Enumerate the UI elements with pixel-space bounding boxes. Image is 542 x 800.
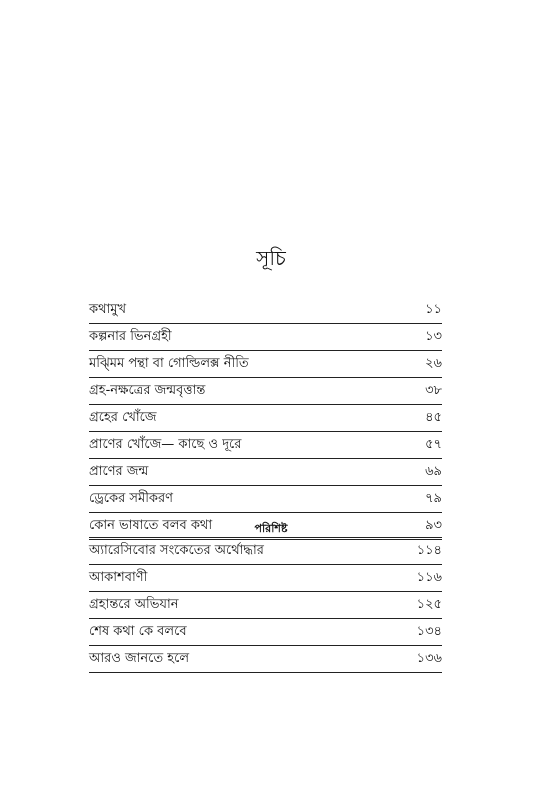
toc-entry-page: ৪৫ <box>425 410 442 425</box>
toc-row[interactable] <box>89 405 442 432</box>
toc-entry-label: গ্রহ-নক্ষত্রের জন্মবৃত্তান্ত <box>89 383 206 398</box>
toc-entry-label: আকাশবাণী <box>89 570 148 585</box>
appendix-list <box>0 537 542 673</box>
toc-entry-label: কথামুখ <box>89 302 127 317</box>
toc-entry-page: ১৩ <box>425 329 442 344</box>
toc-row[interactable] <box>89 646 442 673</box>
toc-entry-label: মঝ্মিম পন্থা বা গোল্ডিলক্স নীতি <box>89 356 249 371</box>
toc-entry-page: ৩৮ <box>425 383 442 398</box>
toc-entry-page: ১৩৪ <box>416 624 442 639</box>
toc-entry-label: শেষ কথা কে বলবে <box>89 624 187 639</box>
toc-row[interactable] <box>89 565 442 592</box>
toc-row[interactable] <box>89 459 442 486</box>
toc-entry-page: ১১৬ <box>416 570 442 585</box>
toc-entry-label: প্রাণের জন্ম <box>89 464 149 479</box>
appendix-heading: পরিশিষ্ট <box>254 522 288 535</box>
toc-row[interactable] <box>89 432 442 459</box>
toc-entry-page: ৫৭ <box>425 437 442 452</box>
toc-entry-label: আরও জানতে হলে <box>89 651 190 666</box>
toc-row[interactable] <box>89 351 442 378</box>
table-of-contents <box>0 297 542 540</box>
toc-entry-page: ৬৯ <box>425 464 442 479</box>
toc-entry-label: ড্রেকের সমীকরণ <box>89 491 174 506</box>
toc-entry-label: অ্যারেসিবোর সংকেতের অর্থোদ্ধার <box>89 543 264 558</box>
toc-row[interactable] <box>89 297 442 324</box>
toc-row[interactable] <box>89 619 442 646</box>
toc-entry-page: ১৩৬ <box>416 651 442 666</box>
page-title: সূচি <box>256 246 286 270</box>
toc-entry-page: ২৬ <box>425 356 442 371</box>
toc-row[interactable] <box>89 378 442 405</box>
toc-entry-label: প্রাণের খোঁজে— কাছে ও দূরে <box>89 437 242 452</box>
toc-entry-page: ৯৩ <box>425 518 442 533</box>
toc-entry-label: গ্রহের খোঁজে <box>89 410 157 425</box>
toc-row[interactable] <box>89 324 442 351</box>
toc-entry-page: ৭৯ <box>425 491 442 506</box>
toc-entry-label: গ্রহান্তরে অভিযান <box>89 597 179 612</box>
toc-row[interactable] <box>89 486 442 513</box>
toc-entry-page: ১১ <box>425 302 442 317</box>
toc-entry-label: কোন ভাষাতে বলব কথা <box>89 518 213 533</box>
toc-entry-label: কল্পনার ভিনগ্রহী <box>89 329 172 344</box>
toc-entry-page: ১২৫ <box>416 597 442 612</box>
toc-entry-page: ১১৪ <box>416 543 442 558</box>
toc-row[interactable] <box>89 592 442 619</box>
toc-row[interactable] <box>89 537 442 565</box>
